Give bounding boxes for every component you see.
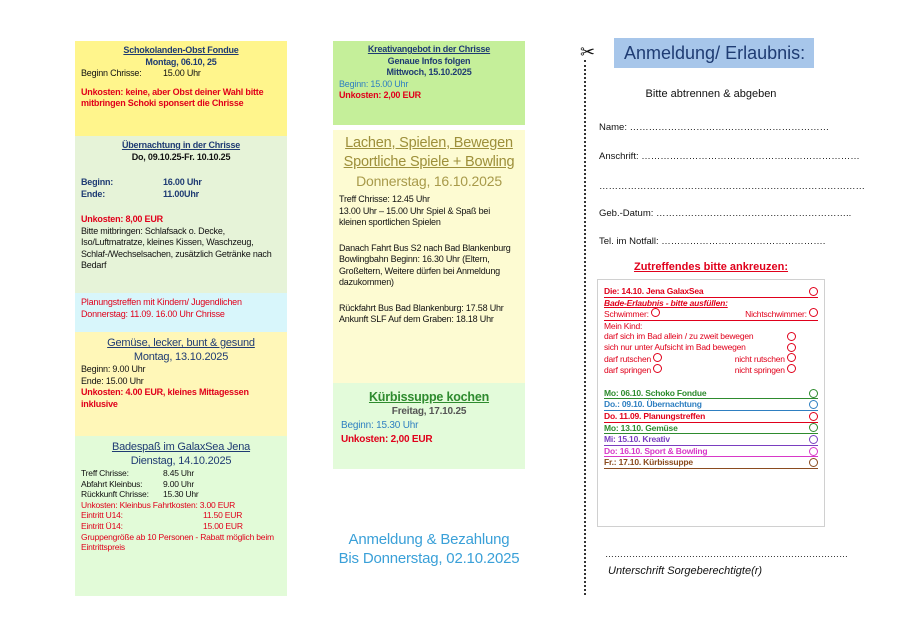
signature-line[interactable]: ……………………………………………………………………… [605,549,848,559]
option-item[interactable] [604,399,818,411]
bad-ue14-label: Eintritt Ü14: [81,520,123,531]
uebernachtung-start-value: 16.00 Uhr [163,177,202,187]
gemuese-title: Gemüse, lecker, bunt & gesund [107,337,255,349]
gemuese-date: Montag, 13.10.2025 [133,351,229,363]
option-item-label: Fr.: 17.10. Kürbissuppe [604,457,693,468]
sport-treff: Treff Chrisse: 12.45 Uhr [339,194,430,204]
kuerbis-start: Beginn: 15.30 Uhr [341,420,419,431]
nicht-rutschen-label: nicht rutschen [734,353,785,364]
rutschen-label: darf rutschen [604,353,652,364]
scissors-icon: ✂ [580,42,596,62]
anschrift-field-2[interactable]: ………………………………………………………………………… [599,181,865,192]
sport-title: Lachen, Spielen, Bewegen Sportliche Spiele + Bowling [343,135,515,170]
kreativ-start: Beginn: 15.00 Uhr [339,78,409,89]
planung-line1: Planungstreffen mit Kindern/ Jugendlichen [81,297,242,307]
event-kuerbissuppe [333,383,525,469]
option-item-label: Mo: 13.10. Gemüse [604,422,678,433]
sport-date: Donnerstag, 16.10.2025 [356,173,502,189]
event-uebernachtung [75,136,287,293]
event-gemuese [75,332,287,436]
schoko-cost: Unkosten: keine, aber Obst deiner Wahl bitte mitbringen Schoki sponsert die Chrisse [81,86,264,108]
uebernachtung-cost: Unkosten: 8,00 EUR [81,214,163,224]
kreativ-date: Mittwoch, 15.10.2025 [386,67,472,77]
option-jena-label: Die: 14.10. Jena GalaxSea [604,286,704,296]
allein-checkbox[interactable] [787,332,796,341]
bad-group: Gruppengröße ab 10 Personen - Rabatt möglich beim Eintrittspreis [81,531,274,553]
option-jena[interactable] [604,286,818,298]
nicht-springen-checkbox[interactable] [787,364,796,373]
gemuese-start: Beginn: 9.00 Uhr [81,364,146,374]
nicht-springen-label: nicht springen [734,365,785,376]
option-item-label: Mo: 06.10. Schoko Fondue [604,387,707,398]
checkbox-circle[interactable] [809,412,818,421]
footer-line2: Bis Donnerstag, 02.10.2025 [338,550,520,567]
uebernachtung-bring: Bitte mitbringen: Schlafsack o. Decke, Iso/Luftmatratze, kleines Kissen, Waschzeug, Schlaf-/Wechselsachen, zusätzlich Getränke nach Bedarf [81,225,272,270]
nichtschwimmer-label: Nichtschwimmer: [745,309,807,320]
uebernachtung-title: Übernachtung in der Chrisse [121,140,241,150]
uebernachtung-date: Do, 09.10.25-Fr. 10.10.25 [131,151,231,162]
option-item-label: Do.: 09.10. Übernachtung [604,399,702,410]
allein-label: darf sich im Bad allein / zu zweit bewegen [604,331,754,342]
schwimmer-row [604,308,818,321]
checkbox-circle[interactable] [809,389,818,398]
geburtsdatum-field[interactable]: Geb.-Datum: …………………………………………………….. [599,208,852,219]
checkbox-form [597,279,825,527]
kuerbis-cost: Unkosten: 2,00 EUR [341,434,433,445]
option-item[interactable] [604,446,818,458]
bad-row-label: Abfahrt Kleinbus: [81,478,143,489]
bad-title: Badespaß im GalaxSea Jena [111,441,251,453]
bad-row-value: 9.00 Uhr [163,478,195,489]
bad-ue14-value: 15.00 EUR [203,520,243,531]
option-item[interactable] [604,457,818,469]
nichtschwimmer-checkbox[interactable] [809,308,818,317]
kreativ-title: Kreativangebot in der Chrisse [367,44,491,54]
schwimmer-checkbox[interactable] [651,308,660,317]
event-planungstreffen [75,293,287,332]
sport-ankunft: Ankunft SLF Auf dem Graben: 18.18 Uhr [339,314,494,324]
aufsicht-checkbox[interactable] [787,343,796,352]
option-item[interactable] [604,423,818,435]
schoko-start-label: Beginn Chrisse: [81,68,142,78]
checkbox-circle[interactable] [809,400,818,409]
event-badespass [75,436,287,596]
event-checklist [604,388,818,469]
kreativ-info: Genaue Infos folgen [387,55,471,66]
planung-line2: Donnerstag: 11.09. 16.00 Uhr Chrisse [81,308,225,319]
option-item[interactable] [604,411,818,423]
bad-row-value: 8.45 Uhr [163,468,195,478]
bad-row-value: 15.30 Uhr [163,489,199,500]
checkbox-circle[interactable] [809,447,818,456]
schoko-start-value: 15.00 Uhr [163,68,201,78]
notfall-telefon-field[interactable]: Tel. im Notfall: ……………………………………………. [599,236,826,247]
name-field[interactable]: Name: ……………………………………………………… [599,122,830,133]
tick-instruction: Zutreffendes bitte ankreuzen: [633,261,789,273]
footer-deadline [333,530,525,580]
bad-cost: Unkosten: Kleinbus Fahrtkosten: 3.00 EUR [81,499,236,510]
bad-date: Dienstag, 14.10.2025 [130,455,232,467]
cut-line [584,60,586,595]
checkbox-circle[interactable] [809,458,818,467]
checkbox-circle[interactable] [809,287,818,296]
gemuese-cost: Unkosten: 4.00 EUR, kleines Mittagessen inklusive [81,387,249,409]
uebernachtung-end-label: Ende: [81,188,106,199]
schwimmer-label: Schwimmer: [604,309,649,320]
bad-u14-label: Eintritt U14: [81,510,123,521]
event-kreativ [333,41,525,125]
signature-label: Unterschrift Sorgeberechtigte(r) [608,565,763,577]
anmeldung-subtitle: Bitte abtrennen & abgeben [645,88,777,100]
checkbox-circle[interactable] [809,435,818,444]
uebernachtung-start-label: Beginn: [81,177,114,187]
schoko-date: Montag, 06.10, 25 [145,56,217,67]
schoko-title: Schokolanden-Obst Fondue [123,45,239,55]
bad-row-label: Treff Chrisse: [81,468,129,478]
bad-row-label: Rückkunft Chrisse: [81,489,149,500]
kuerbis-date: Freitag, 17.10.25 [391,406,467,417]
option-item-label: Do. 11.09. Planungstreffen [604,410,706,421]
event-schoko-fondue [75,41,287,136]
sport-bowling: Danach Fahrt Bus S2 nach Bad Blankenburg Bowlingbahn Beginn: 16.30 Uhr (Eltern, Großeltern, Weitere dürfen bei Anmeldung dazukommen) [339,242,511,287]
footer-line1: Anmeldung & Bezahlung [348,531,510,548]
springen-label: darf springen [604,365,652,376]
event-sport-bowling [333,130,525,383]
rutschen-checkbox[interactable] [653,353,662,362]
aufsicht-label: sich nur unter Aufsicht im Bad bewegen [604,341,746,352]
nicht-rutschen-checkbox[interactable] [787,353,796,362]
bad-u14-value: 11.50 EUR [203,510,243,521]
sport-rueck: Rückfahrt Bus Bad Blankenburg: 17.58 Uhr [339,302,504,313]
springen-checkbox[interactable] [653,364,662,373]
checkbox-circle[interactable] [809,423,818,432]
uebernachtung-end-value: 11.00Uhr [163,188,199,199]
option-item-label: Mi: 15.10. Kreativ [604,434,670,445]
kreativ-cost: Unkosten: 2,00 EUR [339,90,421,100]
sport-spiel: 13.00 Uhr – 15.00 Uhr Spiel & Spaß bei kleinen sportlichen Spielen [339,205,490,227]
mein-kind-label: Mein Kind: [604,320,643,331]
anschrift-field[interactable]: Anschrift: …………………………………………………………… [599,151,860,162]
anmeldung-title: Anmeldung/ Erlaubnis: [614,38,814,68]
option-item-label: Do: 16.10. Sport & Bowling [604,445,708,456]
gemuese-end: Ende: 15.00 Uhr [81,375,144,386]
bade-erlaubnis: Bade-Erlaubnis - bitte ausfüllen: [604,297,728,308]
option-item[interactable] [604,434,818,446]
option-item[interactable] [604,388,818,400]
kuerbis-title: Kürbissuppe kochen [368,390,490,404]
